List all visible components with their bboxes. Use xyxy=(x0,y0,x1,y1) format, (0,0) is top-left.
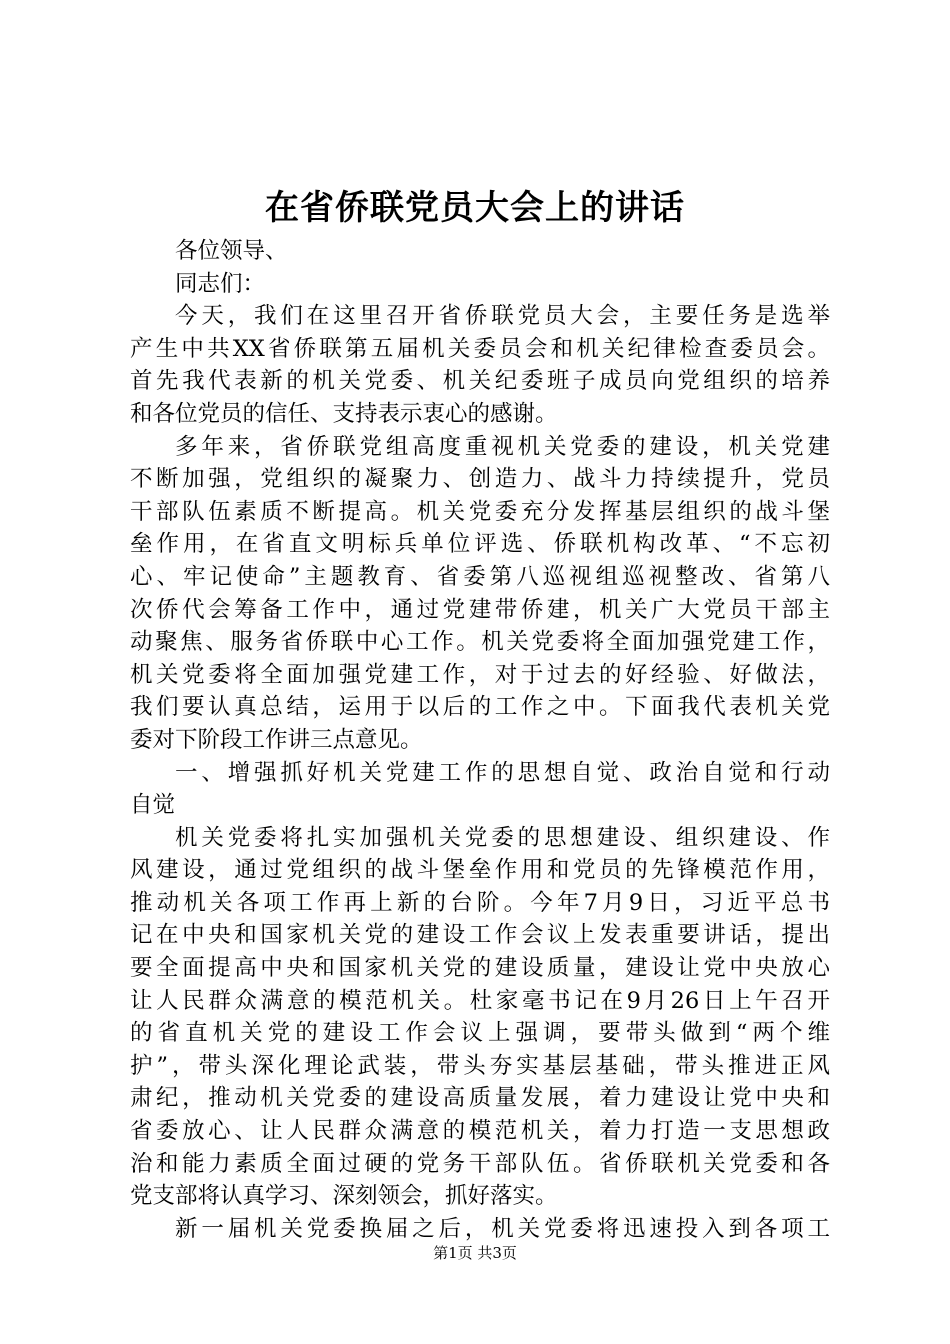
text-line: 风建设，通过党组织的战斗堡垒作用和党员的先锋模范作用， xyxy=(130,857,830,884)
text-line: 今天，我们在这里召开省侨联党员大会，主要任务是选举 xyxy=(175,303,830,330)
text-line: 肃纪，推动机关党委的建设高质量发展，着力建设让党中央和 xyxy=(130,1085,830,1112)
text-line: 委对下阶段工作讲三点意见。 xyxy=(130,726,423,753)
text-line: 一、增强抓好机关党建工作的思想自觉、政治自觉和行动 xyxy=(175,759,830,786)
text-line: 要全面提高中央和国家机关党的建设质量，建设让党中央放心 xyxy=(130,955,830,982)
page-footer: 第1页 共3页 xyxy=(433,1244,517,1262)
text-line: 心、牢记使命”主题教育、省委第八巡视组巡视整改、省第八 xyxy=(130,563,830,590)
text-line: 自觉 xyxy=(130,792,176,819)
text-line: 产生中共XX省侨联第五届机关委员会和机关纪律检查委员会。 xyxy=(130,335,830,362)
text-line: 新一届机关党委换届之后，机关党委将迅速投入到各项工 xyxy=(175,1215,830,1242)
text-line: 垒作用，在省直文明标兵单位评选、侨联机构改革、“不忘初 xyxy=(130,531,830,558)
text-line: 和各位党员的信任、支持表示衷心的感谢。 xyxy=(130,400,558,427)
text-line: 机关党委将扎实加强机关党委的思想建设、组织建设、作 xyxy=(175,824,830,851)
text-line: 动聚焦、服务省侨联中心工作。机关党委将全面加强党建工作， xyxy=(130,629,830,656)
text-line: 各位领导、 xyxy=(175,238,288,264)
document-title: 在省侨联党员大会上的讲话 xyxy=(265,188,685,228)
text-line: 不断加强，党组织的凝聚力、创造力、战斗力持续提升，党员 xyxy=(130,466,830,493)
text-line: 我们要认真总结，运用于以后的工作之中。下面我代表机关党 xyxy=(130,694,830,721)
text-line: 多年来，省侨联党组高度重视机关党委的建设，机关党建 xyxy=(175,433,830,460)
text-line: 机关党委将全面加强党建工作，对于过去的好经验、好做法， xyxy=(130,661,830,688)
text-line: 干部队伍素质不断提高。机关党委充分发挥基层组织的战斗堡 xyxy=(130,498,830,525)
text-line: 次侨代会筹备工作中，通过党建带侨建，机关广大党员干部主 xyxy=(130,596,830,623)
text-line: 党支部将认真学习、深刻领会，抓好落实。 xyxy=(130,1183,558,1210)
text-line: 护”，带头深化理论武装，带头夯实基层基础，带头推进正风 xyxy=(130,1052,830,1079)
text-line: 让人民群众满意的模范机关。杜家毫书记在9月26日上午召开 xyxy=(130,987,830,1014)
text-line: 同志们： xyxy=(175,270,266,297)
text-line: 首先我代表新的机关党委、机关纪委班子成员向党组织的培养 xyxy=(130,368,830,395)
text-line: 治和能力素质全面过硬的党务干部队伍。省侨联机关党委和各 xyxy=(130,1150,830,1177)
text-line: 省委放心、让人民群众满意的模范机关，着力打造一支思想政 xyxy=(130,1118,830,1145)
text-line: 推动机关各项工作再上新的台阶。今年7月9日，习近平总书 xyxy=(130,889,830,916)
text-line: 的省直机关党的建设工作会议上强调，要带头做到“两个维 xyxy=(130,1020,830,1047)
document-body xyxy=(130,235,830,1245)
text-line: 记在中央和国家机关党的建设工作会议上发表重要讲话，提出 xyxy=(130,922,830,949)
